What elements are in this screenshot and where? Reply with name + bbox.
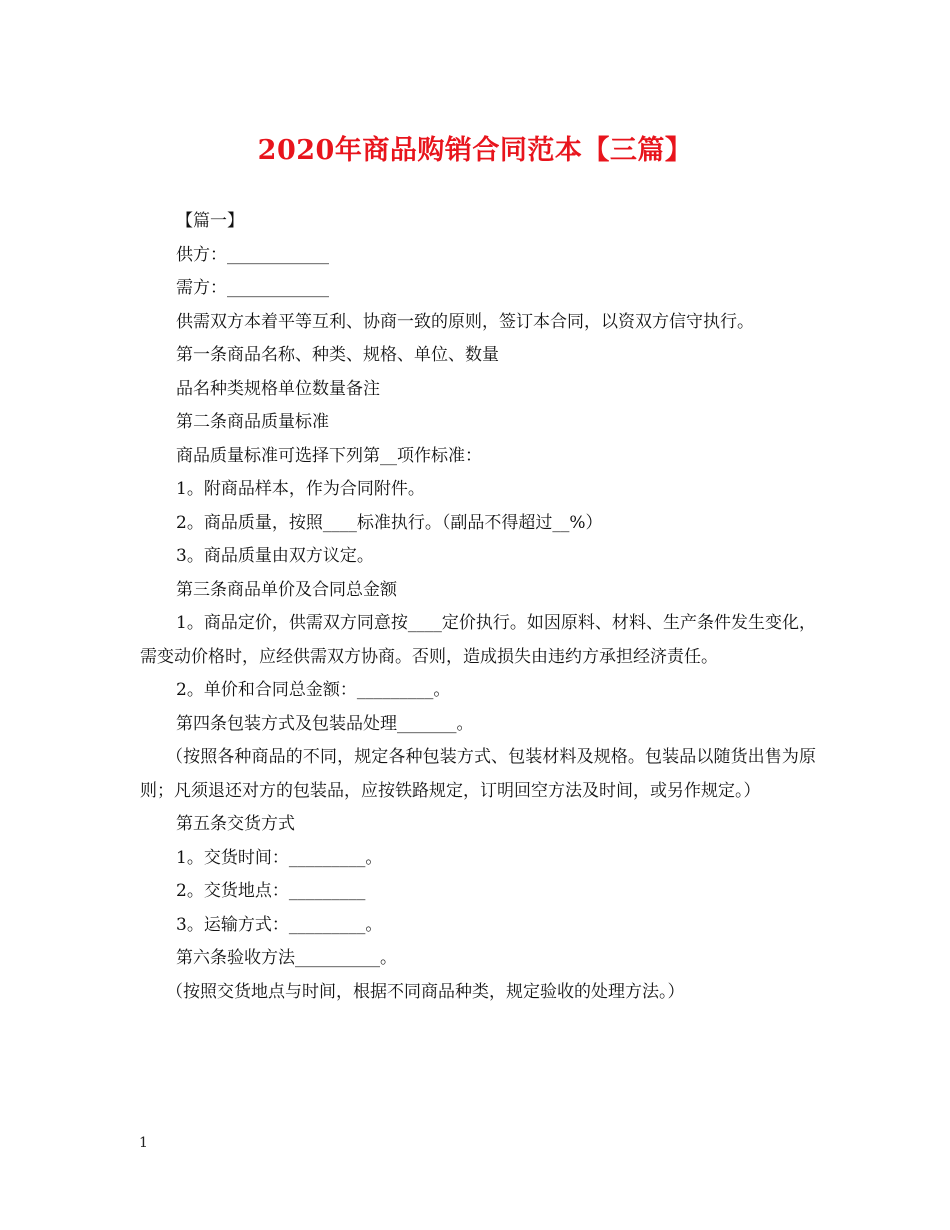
article-heading: 第五条交货方式 <box>176 814 295 834</box>
article-heading: 第二条商品质量标准 <box>176 412 329 432</box>
list-item: 1。交货时间：_________。 <box>176 847 383 868</box>
paragraph: 品名种类规格单位数量备注 <box>176 378 380 399</box>
page-number: 1 <box>139 1135 148 1151</box>
note-paragraph: （按照各种商品的不同，规定各种包装方式、包装材料及规格。包装品以随货出售为原则；凡须退还对方的包装品，应按铁路规定，订明回空方法及时间，或另作规定。） <box>140 747 816 801</box>
list-item: 3。商品质量由双方议定。 <box>176 546 374 566</box>
document-title: 2020年商品购销合同范本【三篇】 <box>257 135 693 166</box>
list-item: 3。运输方式：_________。 <box>176 914 383 935</box>
article-heading: 第三条商品单价及合同总金额 <box>176 579 397 600</box>
document-body <box>140 205 816 1009</box>
list-item: 2。交货地点：_________ <box>176 881 366 901</box>
buyer-line: 需方：____________ <box>176 278 329 298</box>
list-item: 1。商品定价，供需双方同意按____定价执行。如因原料、材料、生产条件发生变化，需变动价格时，应经供需双方协商。否则，造成损失由违约方承担经济责任。 <box>140 613 816 667</box>
note-paragraph: （按照交货地点与时间，根据不同商品种类，规定验收的处理方法。） <box>166 981 685 1002</box>
section-heading: 【篇一】 <box>176 211 244 231</box>
list-item: 2。单价和合同总金额：_________。 <box>176 680 451 700</box>
article-heading: 第四条包装方式及包装品处理_______。 <box>176 713 474 734</box>
list-item: 1。附商品样本，作为合同附件。 <box>176 479 425 499</box>
list-item: 2。商品质量，按照____标准执行。（副品不得超过__%） <box>176 512 603 533</box>
supplier-line: 供方：____________ <box>176 244 329 265</box>
paragraph: 商品质量标准可选择下列第__项作标准： <box>176 445 482 466</box>
article-heading: 第六条验收方法__________。 <box>176 948 397 968</box>
preamble-paragraph: 供需双方本着平等互利、协商一致的原则，签订本合同，以资双方信守执行。 <box>176 311 754 332</box>
article-heading: 第一条商品名称、种类、规格、单位、数量 <box>176 345 499 365</box>
